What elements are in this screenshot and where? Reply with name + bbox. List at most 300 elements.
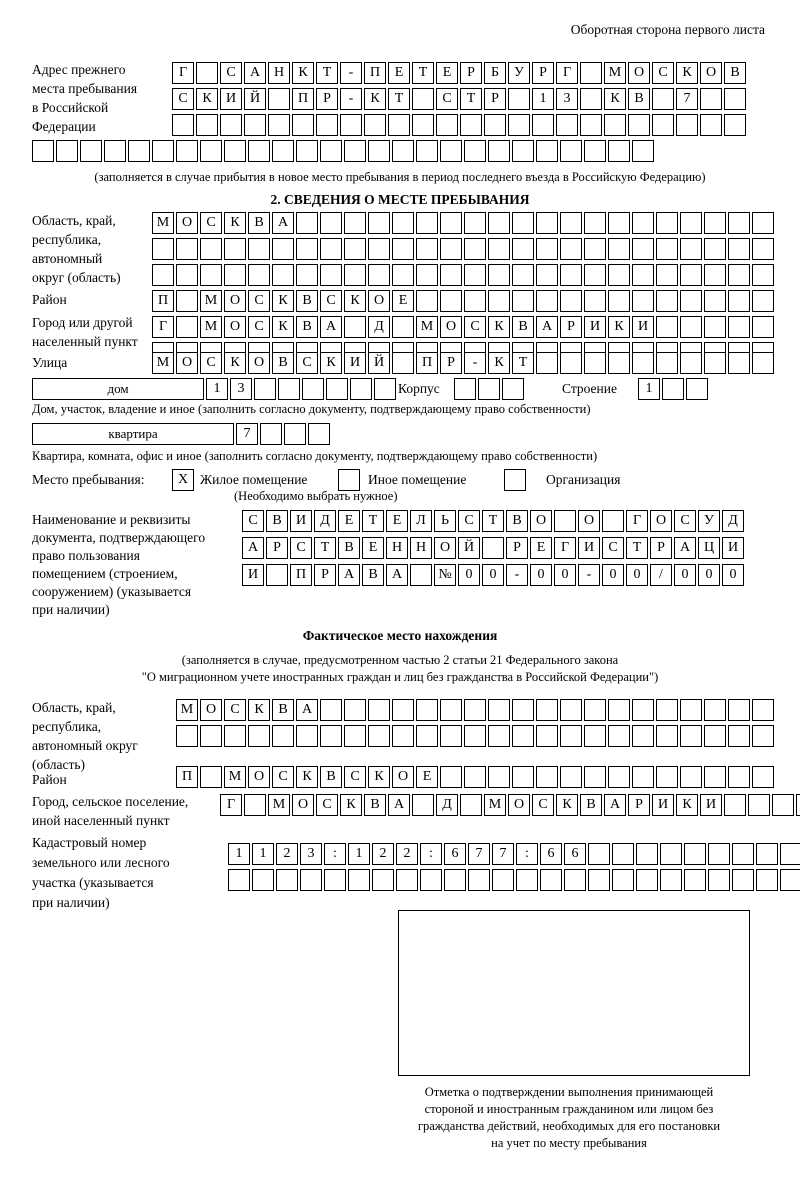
form-cell[interactable] [392,316,414,338]
form-cell[interactable]: С [464,316,486,338]
form-cell[interactable] [748,794,770,816]
form-cell[interactable]: В [272,352,294,374]
form-cell[interactable] [502,378,524,400]
form-cell[interactable] [440,725,462,747]
form-cell[interactable] [632,725,654,747]
form-cell[interactable]: 1 [348,843,370,865]
form-cell[interactable] [584,290,606,312]
form-cell[interactable]: А [272,212,294,234]
form-cell[interactable]: К [248,699,270,721]
form-cell[interactable] [772,794,794,816]
form-cell[interactable]: И [290,510,312,532]
form-cell[interactable] [268,114,290,136]
form-cell[interactable] [512,725,534,747]
form-cell[interactable] [536,699,558,721]
form-cell[interactable] [752,316,774,338]
form-cell[interactable]: К [320,352,342,374]
form-cell[interactable] [224,264,246,286]
form-cell[interactable]: В [338,537,360,559]
form-cell[interactable]: С [458,510,480,532]
form-cell[interactable] [80,140,102,162]
cadastral-row-1[interactable] [228,843,800,865]
form-cell[interactable] [656,352,678,374]
form-cell[interactable]: Т [316,62,338,84]
form-cell[interactable] [628,114,650,136]
form-cell[interactable] [200,238,222,260]
form-cell[interactable] [732,869,754,891]
prev-address-row-2[interactable] [172,88,746,110]
form-cell[interactable]: 2 [372,843,394,865]
doc-row-3[interactable] [242,564,744,586]
form-cell[interactable]: Г [626,510,648,532]
form-cell[interactable] [512,699,534,721]
form-cell[interactable]: С [316,794,338,816]
form-cell[interactable] [416,264,438,286]
form-cell[interactable]: 3 [230,378,252,400]
form-cell[interactable] [200,766,222,788]
form-cell[interactable] [560,290,582,312]
form-cell[interactable] [752,238,774,260]
form-cell[interactable]: 0 [626,564,648,586]
form-cell[interactable]: № [434,564,456,586]
form-cell[interactable] [488,699,510,721]
form-cell[interactable]: Е [338,510,360,532]
form-cell[interactable]: О [292,794,314,816]
form-cell[interactable]: Р [484,88,506,110]
form-cell[interactable]: О [530,510,552,532]
form-cell[interactable] [344,699,366,721]
form-cell[interactable]: И [578,537,600,559]
prev-address-row-3[interactable] [172,114,746,136]
form-cell[interactable]: В [320,766,342,788]
form-cell[interactable] [512,766,534,788]
form-cell[interactable]: К [604,88,626,110]
form-cell[interactable] [272,725,294,747]
form-cell[interactable]: Р [314,564,336,586]
form-cell[interactable] [660,843,682,865]
form-cell[interactable]: Р [266,537,288,559]
cadastral-row-2[interactable] [228,869,800,891]
stay-place-option3-checkbox[interactable] [504,469,526,491]
form-cell[interactable] [608,352,630,374]
form-cell[interactable]: К [292,62,314,84]
form-cell[interactable] [272,264,294,286]
form-cell[interactable] [708,869,730,891]
form-cell[interactable] [780,869,800,891]
form-cell[interactable] [344,725,366,747]
form-cell[interactable]: О [392,766,414,788]
form-cell[interactable] [728,290,750,312]
form-cell[interactable] [176,238,198,260]
section2-city-row-1[interactable] [152,316,774,338]
form-cell[interactable] [460,794,482,816]
form-cell[interactable] [656,766,678,788]
form-cell[interactable] [460,114,482,136]
form-cell[interactable]: : [516,843,538,865]
form-cell[interactable]: 6 [564,843,586,865]
form-cell[interactable] [440,290,462,312]
form-cell[interactable] [584,699,606,721]
form-cell[interactable]: : [420,843,442,865]
section3-region-row-1[interactable] [176,699,774,721]
form-cell[interactable] [536,352,558,374]
form-cell[interactable]: Е [436,62,458,84]
form-cell[interactable]: А [674,537,696,559]
form-cell[interactable]: О [248,766,270,788]
form-cell[interactable] [302,378,324,400]
form-cell[interactable] [248,140,270,162]
form-cell[interactable] [536,725,558,747]
form-cell[interactable] [652,88,674,110]
form-cell[interactable] [554,510,576,532]
form-cell[interactable]: 3 [556,88,578,110]
form-cell[interactable] [176,140,198,162]
form-cell[interactable]: К [224,212,246,234]
form-cell[interactable] [700,88,722,110]
form-cell[interactable] [372,869,394,891]
form-cell[interactable] [412,794,434,816]
form-cell[interactable]: А [604,794,626,816]
form-cell[interactable]: Е [416,766,438,788]
form-cell[interactable]: Д [314,510,336,532]
form-cell[interactable]: В [364,794,386,816]
form-cell[interactable] [512,140,534,162]
form-cell[interactable] [300,869,322,891]
form-cell[interactable] [608,238,630,260]
form-cell[interactable]: К [488,352,510,374]
form-cell[interactable] [612,843,634,865]
form-cell[interactable] [708,843,730,865]
form-cell[interactable]: Г [556,62,578,84]
form-cell[interactable] [482,537,504,559]
form-cell[interactable]: С [200,212,222,234]
form-cell[interactable]: М [176,699,198,721]
form-cell[interactable] [652,114,674,136]
form-cell[interactable] [636,869,658,891]
form-cell[interactable] [632,766,654,788]
form-cell[interactable] [368,212,390,234]
form-cell[interactable]: А [242,537,264,559]
form-cell[interactable] [512,264,534,286]
form-cell[interactable] [420,869,442,891]
form-cell[interactable] [728,238,750,260]
stamp-box[interactable] [398,910,750,1076]
form-cell[interactable]: А [388,794,410,816]
form-cell[interactable] [368,264,390,286]
prev-address-row-4[interactable] [32,140,654,162]
form-cell[interactable] [436,114,458,136]
form-cell[interactable] [608,699,630,721]
form-cell[interactable]: О [368,290,390,312]
form-cell[interactable] [632,212,654,234]
form-cell[interactable]: Е [362,537,384,559]
form-cell[interactable] [368,140,390,162]
form-cell[interactable] [316,114,338,136]
form-cell[interactable] [104,140,126,162]
form-cell[interactable] [680,725,702,747]
form-cell[interactable]: П [290,564,312,586]
form-cell[interactable] [392,212,414,234]
form-cell[interactable] [32,140,54,162]
form-cell[interactable]: Г [152,316,174,338]
form-cell[interactable]: А [320,316,342,338]
form-cell[interactable]: А [386,564,408,586]
form-cell[interactable] [686,378,708,400]
form-cell[interactable] [344,140,366,162]
form-cell[interactable]: В [266,510,288,532]
form-cell[interactable] [278,378,300,400]
form-cell[interactable] [752,264,774,286]
form-cell[interactable] [704,725,726,747]
form-cell[interactable]: В [512,316,534,338]
form-cell[interactable] [196,62,218,84]
form-cell[interactable]: О [224,316,246,338]
form-cell[interactable] [440,264,462,286]
form-cell[interactable] [680,699,702,721]
form-cell[interactable]: К [676,62,698,84]
form-cell[interactable] [752,290,774,312]
form-cell[interactable] [608,264,630,286]
form-cell[interactable] [656,238,678,260]
form-cell[interactable] [584,264,606,286]
form-cell[interactable] [536,264,558,286]
form-cell[interactable]: К [364,88,386,110]
form-cell[interactable]: С [172,88,194,110]
form-cell[interactable]: 1 [228,843,250,865]
form-cell[interactable] [752,725,774,747]
form-cell[interactable] [684,843,706,865]
form-cell[interactable] [704,238,726,260]
form-cell[interactable] [392,238,414,260]
form-cell[interactable] [260,423,282,445]
form-cell[interactable]: 1 [638,378,660,400]
form-cell[interactable]: А [296,699,318,721]
form-cell[interactable] [200,264,222,286]
form-cell[interactable] [488,725,510,747]
form-cell[interactable] [326,378,348,400]
section3-region-row-2[interactable] [176,725,774,747]
form-cell[interactable] [580,88,602,110]
form-cell[interactable] [416,212,438,234]
form-cell[interactable]: О [700,62,722,84]
form-cell[interactable] [556,114,578,136]
form-cell[interactable] [350,378,372,400]
form-cell[interactable] [464,140,486,162]
form-cell[interactable]: 7 [236,423,258,445]
section2-region-row-2[interactable] [152,238,774,260]
form-cell[interactable]: 0 [554,564,576,586]
form-cell[interactable] [464,264,486,286]
form-cell[interactable] [780,843,800,865]
form-cell[interactable]: В [628,88,650,110]
form-cell[interactable]: Р [650,537,672,559]
form-cell[interactable] [172,114,194,136]
form-cell[interactable] [220,114,242,136]
form-cell[interactable]: И [652,794,674,816]
form-cell[interactable] [704,352,726,374]
form-cell[interactable] [488,264,510,286]
form-cell[interactable] [364,114,386,136]
form-cell[interactable] [796,794,800,816]
form-cell[interactable] [536,238,558,260]
form-cell[interactable]: В [580,794,602,816]
form-cell[interactable]: М [416,316,438,338]
form-cell[interactable]: Т [460,88,482,110]
form-cell[interactable]: П [416,352,438,374]
form-cell[interactable]: О [248,352,270,374]
form-cell[interactable]: - [340,88,362,110]
form-cell[interactable] [248,238,270,260]
doc-row-1[interactable] [242,510,744,532]
form-cell[interactable] [632,238,654,260]
form-cell[interactable]: О [176,352,198,374]
form-cell[interactable]: К [296,766,318,788]
form-cell[interactable]: Н [410,537,432,559]
form-cell[interactable]: Д [436,794,458,816]
form-cell[interactable]: С [296,352,318,374]
form-cell[interactable] [612,869,634,891]
form-cell[interactable] [560,699,582,721]
form-cell[interactable] [536,290,558,312]
section2-street-row[interactable] [152,352,774,374]
form-cell[interactable] [296,238,318,260]
form-cell[interactable]: А [536,316,558,338]
form-cell[interactable]: Д [368,316,390,338]
form-cell[interactable]: Е [386,510,408,532]
form-cell[interactable]: Т [482,510,504,532]
form-cell[interactable]: И [344,352,366,374]
form-cell[interactable]: Й [244,88,266,110]
form-cell[interactable] [254,378,276,400]
form-cell[interactable] [724,88,746,110]
doc-row-2[interactable] [242,537,744,559]
form-cell[interactable] [244,114,266,136]
form-cell[interactable]: В [362,564,384,586]
form-cell[interactable] [344,238,366,260]
form-cell[interactable]: О [628,62,650,84]
form-cell[interactable] [340,114,362,136]
form-cell[interactable] [752,699,774,721]
form-cell[interactable] [176,725,198,747]
form-cell[interactable] [752,766,774,788]
form-cell[interactable] [152,140,174,162]
form-cell[interactable] [512,238,534,260]
form-cell[interactable] [374,378,396,400]
form-cell[interactable] [728,212,750,234]
form-cell[interactable] [488,238,510,260]
form-cell[interactable] [248,725,270,747]
form-cell[interactable] [704,290,726,312]
form-cell[interactable] [454,378,476,400]
form-cell[interactable] [248,264,270,286]
form-cell[interactable] [632,264,654,286]
form-cell[interactable]: 0 [674,564,696,586]
form-cell[interactable] [176,290,198,312]
form-cell[interactable] [176,264,198,286]
form-cell[interactable] [560,725,582,747]
form-cell[interactable]: И [220,88,242,110]
form-cell[interactable]: 7 [468,843,490,865]
form-cell[interactable] [200,140,222,162]
form-cell[interactable] [608,725,630,747]
form-cell[interactable] [464,290,486,312]
form-cell[interactable] [464,766,486,788]
form-cell[interactable] [440,699,462,721]
form-cell[interactable] [348,869,370,891]
form-cell[interactable] [532,114,554,136]
form-cell[interactable]: 1 [532,88,554,110]
form-cell[interactable] [488,212,510,234]
form-cell[interactable]: 0 [602,564,624,586]
form-cell[interactable] [468,869,490,891]
form-cell[interactable]: Р [628,794,650,816]
form-cell[interactable] [680,352,702,374]
form-cell[interactable]: В [724,62,746,84]
form-cell[interactable]: Т [626,537,648,559]
form-cell[interactable] [272,140,294,162]
form-cell[interactable]: М [224,766,246,788]
stay-place-option1-checkbox[interactable]: X [172,469,194,491]
form-cell[interactable] [704,699,726,721]
form-cell[interactable] [484,114,506,136]
form-cell[interactable]: О [200,699,222,721]
form-cell[interactable] [464,238,486,260]
form-cell[interactable] [508,114,530,136]
form-cell[interactable] [276,869,298,891]
form-cell[interactable] [656,290,678,312]
form-cell[interactable] [152,238,174,260]
form-cell[interactable]: С [602,537,624,559]
form-cell[interactable]: 2 [276,843,298,865]
section2-region-row-3[interactable] [152,264,774,286]
form-cell[interactable]: Г [172,62,194,84]
form-cell[interactable]: М [200,316,222,338]
form-cell[interactable] [368,238,390,260]
form-cell[interactable]: Р [316,88,338,110]
form-cell[interactable] [440,766,462,788]
form-cell[interactable]: Е [392,290,414,312]
form-cell[interactable] [560,238,582,260]
form-cell[interactable]: Т [412,62,434,84]
form-cell[interactable] [410,564,432,586]
form-cell[interactable] [392,264,414,286]
form-cell[interactable]: - [506,564,528,586]
house-number-cells[interactable] [206,378,396,400]
form-cell[interactable]: Н [386,537,408,559]
form-cell[interactable] [704,766,726,788]
form-cell[interactable]: В [272,699,294,721]
form-cell[interactable] [440,212,462,234]
form-cell[interactable]: К [224,352,246,374]
form-cell[interactable] [728,725,750,747]
form-cell[interactable] [560,766,582,788]
form-cell[interactable] [296,212,318,234]
form-cell[interactable]: Р [506,537,528,559]
form-cell[interactable] [540,869,562,891]
form-cell[interactable] [200,725,222,747]
form-cell[interactable] [728,766,750,788]
form-cell[interactable] [228,869,250,891]
form-cell[interactable]: С [248,290,270,312]
stroenie-cells[interactable] [638,378,708,400]
form-cell[interactable]: Е [388,62,410,84]
form-cell[interactable]: А [244,62,266,84]
korpus-cells[interactable] [454,378,524,400]
form-cell[interactable] [728,352,750,374]
form-cell[interactable]: К [196,88,218,110]
form-cell[interactable] [392,725,414,747]
form-cell[interactable]: С [320,290,342,312]
